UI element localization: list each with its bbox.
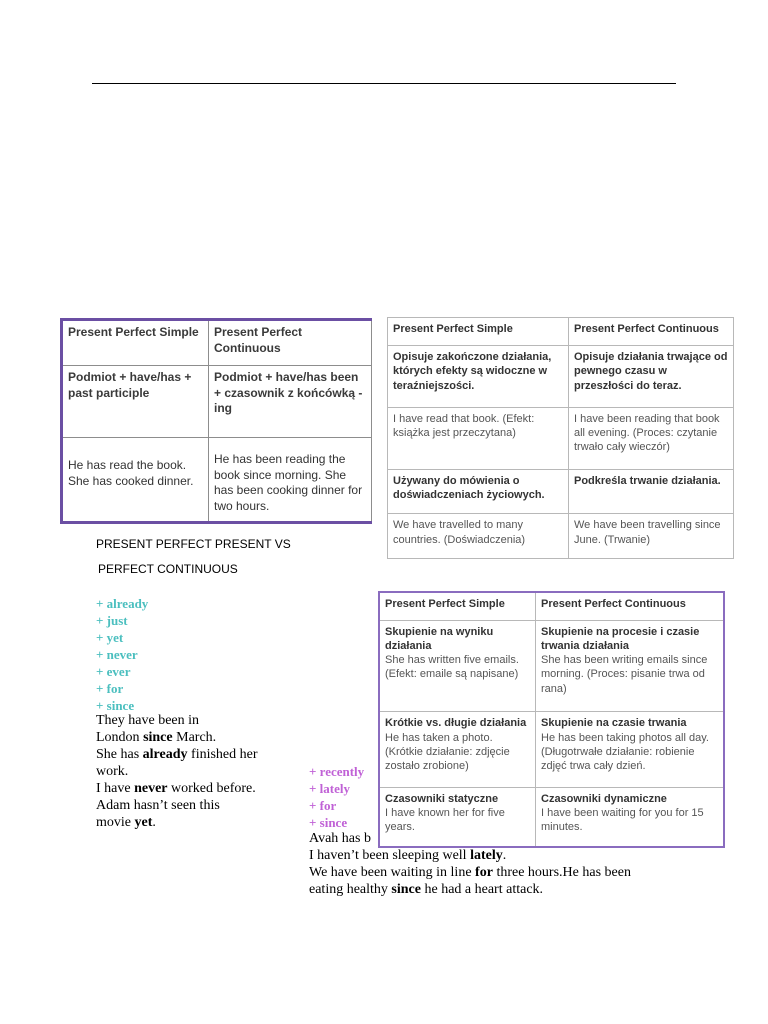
example-line: Adam hasn’t seen this <box>96 798 220 813</box>
examples-simple <box>96 712 296 831</box>
table3-header-continuous: Present Perfect Continuous <box>536 592 725 620</box>
comparison-table-usage <box>387 317 734 559</box>
table2-cell: Podkreśla trwanie działania. <box>569 469 734 514</box>
comparison-table-focus <box>378 591 725 848</box>
keywords-continuous-list <box>309 763 364 831</box>
keyword-item: + ever <box>96 664 131 679</box>
example-line: I haven’t been sleeping well lately. <box>309 848 507 863</box>
section-heading-line2: PERFECT CONTINUOUS <box>98 562 238 576</box>
table2-cell: I have read that book. (Efekt: książka jest przeczytana) <box>388 407 569 469</box>
table1-header-continuous: Present Perfect Continuous <box>209 320 372 366</box>
keyword-item: + for <box>96 681 124 696</box>
example-line: eating healthy since he had a heart attack. <box>309 882 544 897</box>
table2-cell: Używany do mówienia o doświadczeniach życiowych. <box>388 469 569 514</box>
example-line: work. <box>96 764 129 779</box>
table2-cell: We have travelled to many countries. (Doświadczenia) <box>388 514 569 559</box>
section-heading-line1: PRESENT PERFECT PRESENT VS <box>96 537 291 551</box>
table3-cell <box>379 620 536 712</box>
keyword-item: + just <box>96 613 128 628</box>
table1-example-simple: He has read the book. She has cooked dinner. <box>62 438 209 523</box>
table1-example-continuous: He has been reading the book since morning. She has been cooking dinner for two hours. <box>209 438 372 523</box>
keyword-item: + lately <box>309 781 350 796</box>
table1-header-simple: Present Perfect Simple <box>62 320 209 366</box>
keyword-item: + recently <box>309 764 365 779</box>
table2-cell: Opisuje działania trwające od pewnego czasu w przeszłości do teraz. <box>569 346 734 408</box>
table2-cell: We have been travelling since June. (Trwanie) <box>569 514 734 559</box>
keyword-item: + yet <box>96 630 124 645</box>
table3-cell-title: Krótkie vs. długie działania <box>385 717 527 730</box>
table3-cell-text: He has been taking photos all day. (Długotrwałe działanie: robienie zdjęć trwa cały dzień. <box>541 731 709 773</box>
example-line: Avah has b <box>309 831 371 846</box>
table3-cell-title: Czasowniki dynamiczne <box>541 792 667 805</box>
keyword-item: + since <box>96 698 135 713</box>
table2-header-continuous: Present Perfect Continuous <box>569 318 734 346</box>
keyword-item: + already <box>96 596 149 611</box>
table3-cell-text: She has written five emails. (Efekt: emaile są napisane) <box>385 654 519 681</box>
table2-cell: Opisuje zakończone działania, których efekty są widoczne w teraźniejszości. <box>388 346 569 408</box>
example-line: She has already finished her <box>96 747 258 762</box>
table3-cell-text: He has taken a photo. (Krótkie działanie: zdjęcie zostało zrobione) <box>385 731 510 773</box>
example-line: London since March. <box>96 730 217 745</box>
keyword-item: + for <box>309 798 337 813</box>
table3-cell-title: Skupienie na wyniku działania <box>385 625 494 652</box>
table2-cell: I have been reading that book all evening. (Proces: czytanie trwało cały wieczór) <box>569 407 734 469</box>
examples-continuous <box>309 830 729 898</box>
table3-cell <box>536 712 725 787</box>
keyword-item: + never <box>96 647 138 662</box>
table2-header-simple: Present Perfect Simple <box>388 318 569 346</box>
table3-cell-text: She has been writing emails since morning. (Proces: pisanie trwa od rana) <box>541 654 708 695</box>
table1-form-continuous: Podmiot + have/has been + czasownik z końcówką -ing <box>209 366 372 438</box>
table1-form-simple: Podmiot + have/has + past participle <box>62 366 209 438</box>
table3-cell <box>536 620 725 712</box>
table3-cell-title: Skupienie na procesie i czasie trwania działania <box>541 625 700 652</box>
keywords-simple-list <box>96 595 148 714</box>
example-line: movie yet. <box>96 815 156 830</box>
example-line: I have never worked before. <box>96 781 256 796</box>
table3-cell-text: I have been waiting for you for 15 minutes. <box>541 807 704 834</box>
table3-cell-title: Skupienie na czasie trwania <box>541 717 687 730</box>
keyword-item: + since <box>309 815 348 830</box>
example-line: We have been waiting in line for three hours.He has been <box>309 865 631 880</box>
example-line: They have been in <box>96 713 200 728</box>
comparison-table-form <box>60 318 372 524</box>
table3-cell-text: I have known her for five years. <box>385 807 505 834</box>
table3-cell <box>379 712 536 787</box>
table3-header-simple: Present Perfect Simple <box>379 592 536 620</box>
table3-cell-title: Czasowniki statyczne <box>385 792 499 805</box>
horizontal-rule <box>92 83 676 84</box>
